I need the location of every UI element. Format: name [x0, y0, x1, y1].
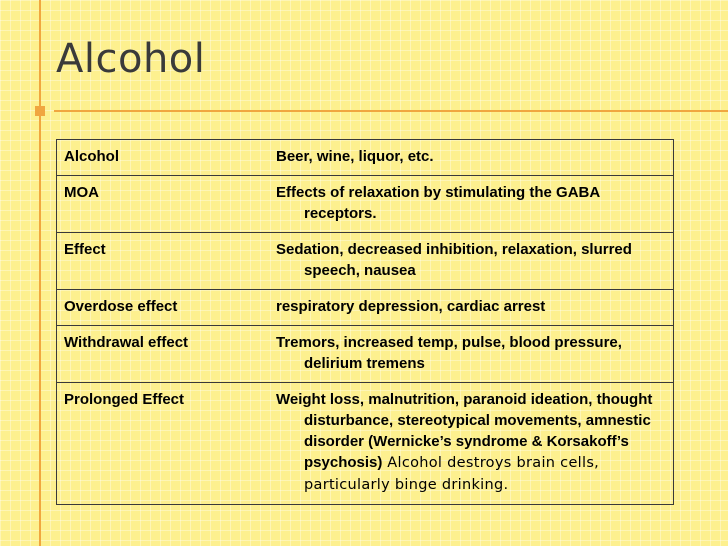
row-value: [266, 290, 674, 326]
table-row: [57, 176, 674, 233]
row-value: [266, 383, 674, 505]
table-row: [57, 290, 674, 326]
row-value-text: [276, 389, 665, 496]
row-label: Withdrawal effect: [57, 326, 267, 383]
left-accent-line: [39, 0, 41, 546]
row-label: Overdose effect: [57, 290, 267, 326]
alcohol-info-table: [56, 139, 674, 505]
row-value: [266, 140, 674, 176]
row-value: [266, 176, 674, 233]
row-label: Effect: [57, 233, 267, 290]
table-row: [57, 140, 674, 176]
title-divider: [54, 110, 728, 112]
row-label: Alcohol: [57, 140, 267, 176]
row-value-text: Beer, wine, liquor, etc.: [276, 148, 434, 165]
row-value: [266, 233, 674, 290]
table-row: [57, 233, 674, 290]
row-value: [266, 326, 674, 383]
slide-title: Alcohol: [56, 36, 206, 82]
divider-marker: [35, 106, 45, 116]
table-row: [57, 326, 674, 383]
row-value-text: Tremors, increased temp, pulse, blood pressure, delirium tremens: [276, 334, 622, 372]
row-label: MOA: [57, 176, 267, 233]
row-value-text: Effects of relaxation by stimulating the GABA receptors.: [276, 184, 600, 222]
table-row: [57, 383, 674, 505]
row-value-bold: Weight loss, malnutrition, paranoid ideation, thought disturbance, stereotypical movements, amnestic disorder (Wernicke’s syndrome & Korsakoff’s psychosis): [276, 391, 653, 471]
row-value-note: Alcohol destroys brain cells, particularly binge drinking.: [304, 455, 600, 493]
row-value-text: respiratory depression, cardiac arrest: [276, 298, 546, 315]
row-value-text: Sedation, decreased inhibition, relaxation, slurred speech, nausea: [276, 241, 632, 279]
row-label: Prolonged Effect: [57, 383, 267, 505]
